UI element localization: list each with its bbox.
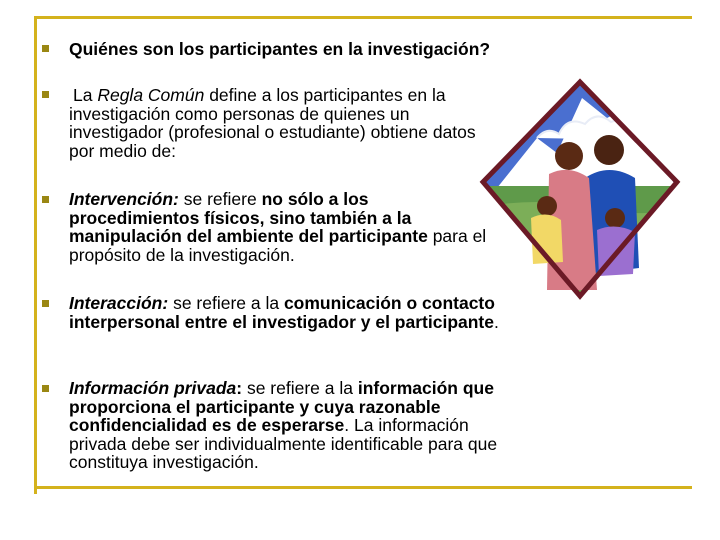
interaccion-bold: comunicación o contacto interpersonal entre el investigador y el participante — [69, 293, 495, 332]
rule-post: define a los participantes en la investigación como personas de quienes un investigador (profesional o estudiante) obtiene datos por medio de: — [69, 85, 476, 161]
interaccion-rest: . — [494, 311, 499, 332]
privada-paragraph — [69, 379, 499, 472]
interaccion-term: Interacción: — [69, 293, 169, 313]
privada-rest: . La información privada debe ser individualmente identificable para que constituya investigación. — [69, 415, 498, 472]
bullet-marker — [42, 45, 49, 52]
bullet-marker — [42, 385, 49, 392]
bullet-marker — [42, 91, 49, 98]
intervencion-bold: no sólo a los procedimientos físicos, sino también a la manipulación del ambiente del participante — [69, 189, 428, 246]
interaccion-mid: se refiere a la — [168, 293, 284, 313]
question-text: Quiénes son los participantes en la investigación? — [69, 39, 491, 59]
intervencion-paragraph — [69, 190, 499, 264]
privada-term: Información privada — [69, 378, 237, 398]
family-group-icon — [477, 78, 683, 300]
left-rule — [34, 16, 37, 494]
intervencion-term: Intervención: — [69, 189, 179, 209]
bullet-marker — [42, 300, 49, 307]
rule-name: Regla Común — [97, 85, 205, 105]
intervencion-mid: se refiere — [178, 189, 262, 209]
top-rule — [34, 16, 692, 19]
privada-colon: : — [236, 378, 243, 398]
privada-bold: información que proporciona el participante y cuya razonable confidencialidad es de esperarse — [69, 378, 494, 435]
rule-paragraph — [69, 86, 499, 160]
question-heading — [69, 40, 499, 59]
privada-mid: se refiere a la — [242, 378, 358, 398]
rule-pre: La — [73, 85, 98, 105]
interaccion-paragraph — [69, 294, 499, 331]
bullet-marker — [42, 196, 49, 203]
bottom-rule — [34, 486, 692, 489]
intervencion-rest: para el propósito de la investigación. — [69, 226, 487, 265]
